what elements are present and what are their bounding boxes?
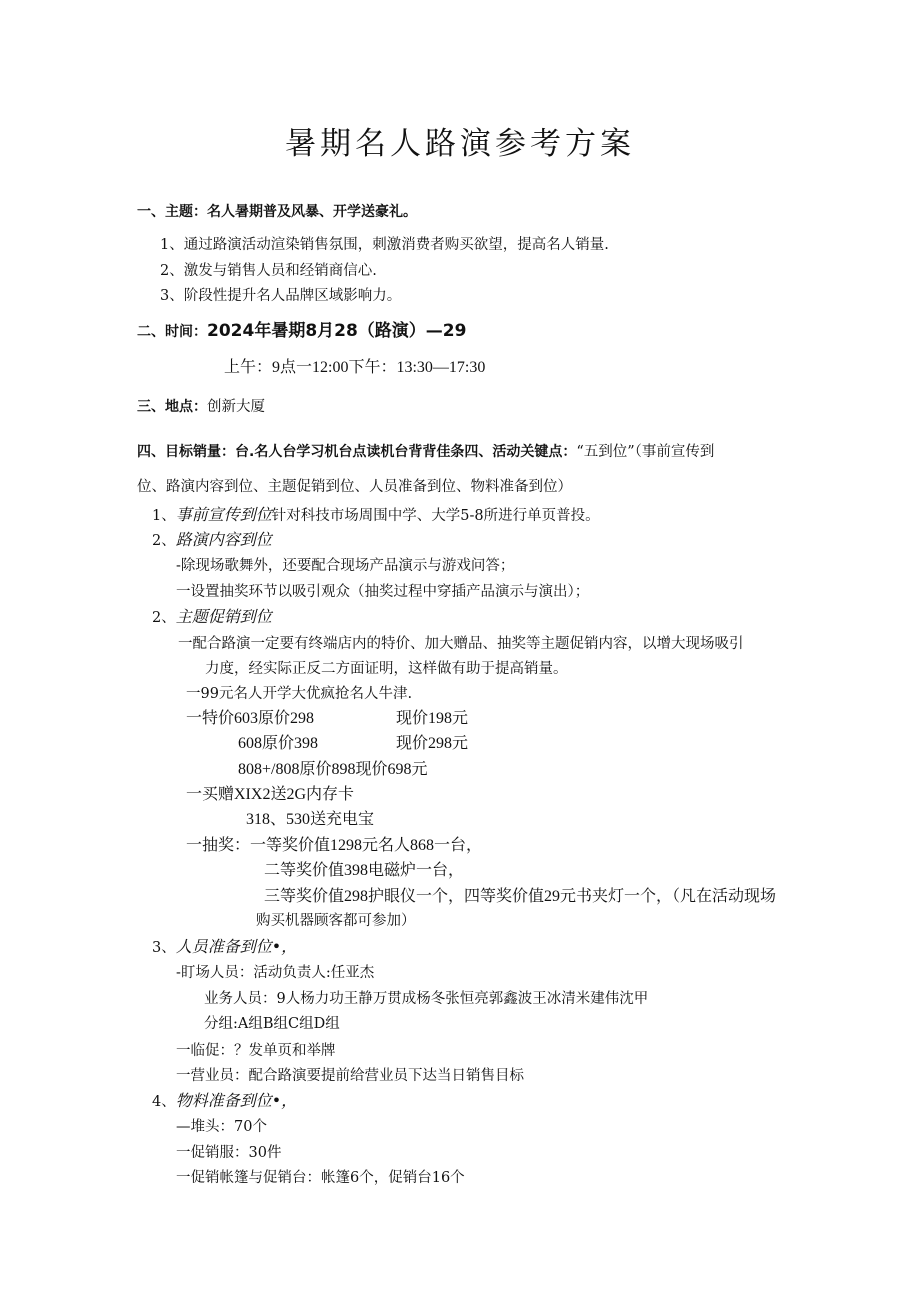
section-1-item-3: 3、阶段性提升名人品牌区域影响力。	[160, 288, 402, 304]
point-2-line-2: 一设置抽奖环节以吸引观众（抽奖过程中穿插产品演示与演出）；	[176, 584, 590, 600]
section-1-heading: 一、主题：名人暑期普及风暴、开学送豪礼。	[137, 204, 417, 220]
price-2-original: 608原价398	[238, 735, 319, 752]
page-title: 暑期名人路演参考方案	[285, 126, 635, 162]
point-1-title: 事前宣传到位	[175, 505, 272, 524]
point-4	[152, 937, 297, 958]
lottery-1: 一抽奖：一等奖价值1298元名人868一台，	[186, 837, 483, 854]
lottery-3: 三等奖价值298护眼仪一个，四等奖价值29元书夹灯一个，（凡在活动现场	[264, 888, 777, 905]
target-sales-label: 四、目标销量：台.名人台学习机台点读机台背背佳条四、活动关键点：	[137, 444, 577, 460]
key-points-continued: 位、路演内容到位、主题促销到位、人员准备到位、物料准备到位）	[137, 479, 572, 495]
point-1-number: 1、	[152, 508, 176, 524]
gift-2: 318、530送充电宝	[246, 811, 375, 828]
point-3-title: 主题促销到位	[175, 607, 272, 626]
point-4-title: 人员准备到位•，	[175, 937, 298, 956]
point-2	[152, 530, 272, 551]
section-4-heading	[137, 442, 714, 462]
staff-line-2: 业务人员：9人杨力功王静万贯成杨冬张恒亮郭鑫波王冰清米建伟沈甲	[204, 991, 649, 1007]
key-points-text: “五到位”（事前宣传到	[576, 444, 715, 460]
staff-line-4: 一临促：？发单页和举牌	[176, 1043, 336, 1059]
section-1-item-1: 1、通过路演活动渲染销售氛围，刺激消费者购买欲望，提高名人销量.	[160, 237, 609, 253]
point-1-text: 针对科技市场周围中学、大学5-8所进行单页普投。	[271, 508, 600, 524]
promo-desc-2: 力度，经实际正反二方面证明，这样做有助于提高销量。	[205, 661, 568, 677]
point-4-number: 3、	[152, 940, 176, 956]
price-1-original: 一特价603原价298	[186, 710, 315, 727]
section-1-item-2: 2、激发与销售人员和经销商信心.	[160, 263, 377, 279]
staff-line-5: 一营业员：配合路演要提前给营业员下达当日销售目标	[176, 1068, 524, 1084]
point-5-number: 4、	[152, 1094, 176, 1110]
point-2-title: 路演内容到位	[175, 530, 272, 549]
time-value: 2024年暑期8月28（路演）—29	[207, 321, 467, 341]
section-3-heading	[137, 397, 265, 417]
point-5	[152, 1091, 297, 1112]
price-3: 808+/808原价898现价698元	[238, 761, 428, 778]
point-2-line-1: -除现场歌舞外，还要配合现场产品演示与游戏问答；	[176, 558, 515, 574]
point-3-number: 2、	[152, 610, 176, 626]
staff-line-1: -盯场人员：活动负责人:任亚杰	[176, 965, 375, 981]
material-line-3: 一促销帐篷与促销台：帐篷6个，促销台16个	[176, 1170, 465, 1186]
staff-line-3: 分组:A组B组C组D组	[204, 1016, 340, 1032]
point-3	[152, 607, 272, 628]
location-label: 三、地点：	[137, 399, 207, 415]
promo-desc-1: 一配合路演一定要有终端店内的特价、加大赠品、抽奖等主题促销内容，以增大现场吸引	[178, 636, 744, 652]
gift-1: 一买赠XIX2送2G内存卡	[186, 786, 354, 803]
material-line-1: —堆头：70个	[176, 1119, 267, 1135]
time-label: 二、时间：	[137, 324, 207, 340]
point-5-title: 物料准备到位•，	[175, 1091, 298, 1110]
point-2-number: 2、	[152, 533, 176, 549]
lottery-4: 购买机器顾客都可参加）	[256, 913, 416, 929]
price-1-current: 现价198元	[396, 710, 469, 727]
location-value: 创新大厦	[207, 399, 265, 415]
material-line-2: 一促销服：30件	[176, 1145, 282, 1161]
point-1	[152, 505, 600, 526]
promo-line: 一99元名人开学大优疯抢名人牛津.	[186, 686, 413, 702]
time-hours: 上午：9点一12:00下午：13:30—17:30	[224, 359, 486, 376]
lottery-2: 二等奖价值398电磁炉一台，	[264, 862, 465, 879]
section-2-heading	[137, 321, 466, 342]
price-2-current: 现价298元	[396, 735, 469, 752]
